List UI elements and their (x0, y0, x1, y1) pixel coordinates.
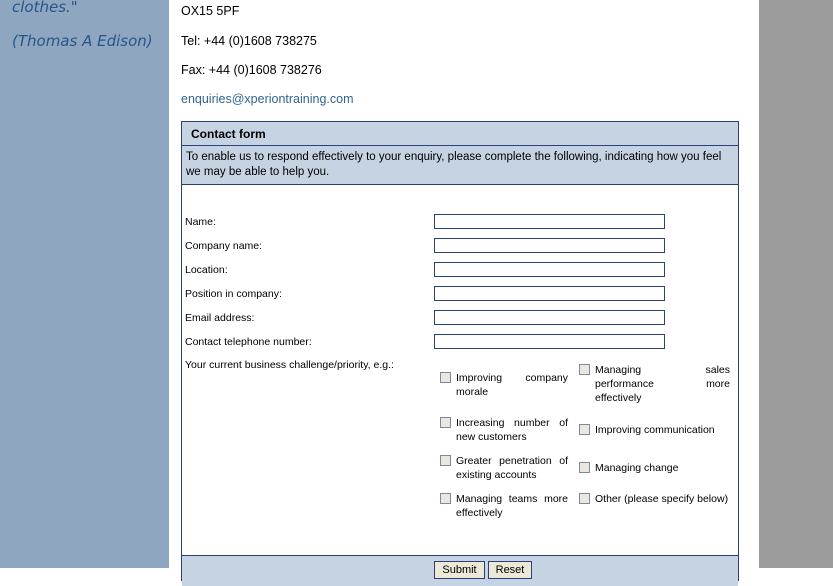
customers-checkbox[interactable] (440, 417, 451, 428)
change-label: Managing change (595, 462, 679, 474)
submit-button[interactable]: Submit (434, 561, 485, 579)
location-input[interactable] (434, 262, 665, 277)
phone-label: Contact telephone number: (185, 336, 312, 348)
address-postcode: OX15 5PF (181, 4, 240, 18)
position-input[interactable] (434, 286, 665, 301)
teams-label: Managing teams more effectively (456, 493, 568, 519)
form-intro: To enable us to respond effectively to your enquiry, please complete the following, indicating how you feel we may be able to help you. (182, 146, 738, 185)
morale-checkbox[interactable] (440, 372, 451, 383)
address-telephone: Tel: +44 (0)1608 738275 (181, 34, 317, 48)
sales-label: Managing sales performance more effectively (595, 364, 730, 404)
phone-input[interactable] (434, 334, 665, 349)
name-input[interactable] (434, 214, 665, 229)
contact-form (181, 121, 739, 581)
email-label: Email address: (185, 312, 255, 324)
email-input[interactable] (434, 310, 665, 325)
email-link[interactable]: enquiries@xperiontraining.com (181, 92, 354, 106)
form-actions-bar (182, 555, 738, 586)
left-sidebar (0, 0, 169, 568)
other-checkbox[interactable] (579, 493, 590, 504)
right-margin (759, 0, 833, 568)
challenge-label: Your current business challenge/priority, e.g.: (185, 359, 394, 371)
company-name-input[interactable] (434, 238, 665, 253)
position-label: Position in company: (185, 288, 282, 300)
address-fax: Fax: +44 (0)1608 738276 (181, 63, 322, 77)
name-label: Name: (185, 216, 216, 228)
company-label: Company name: (185, 240, 263, 252)
sales-checkbox[interactable] (579, 364, 590, 375)
change-checkbox[interactable] (579, 462, 590, 473)
other-label: Other (please specify below) (595, 493, 729, 505)
penetration-label: Greater penetration of existing accounts (456, 455, 568, 481)
communication-label: Improving communication (595, 424, 715, 436)
customers-label: Increasing number of new customers (456, 417, 568, 443)
morale-label: Improving company morale (456, 372, 568, 398)
reset-button[interactable]: Reset (488, 561, 532, 579)
communication-checkbox[interactable] (579, 424, 590, 435)
quote-text: clothes." (12, 0, 78, 16)
location-label: Location: (185, 264, 228, 276)
main-content (169, 0, 759, 576)
form-title: Contact form (182, 122, 738, 146)
teams-checkbox[interactable] (440, 493, 451, 504)
penetration-checkbox[interactable] (440, 455, 451, 466)
quote-author: (Thomas A Edison) (12, 32, 153, 50)
